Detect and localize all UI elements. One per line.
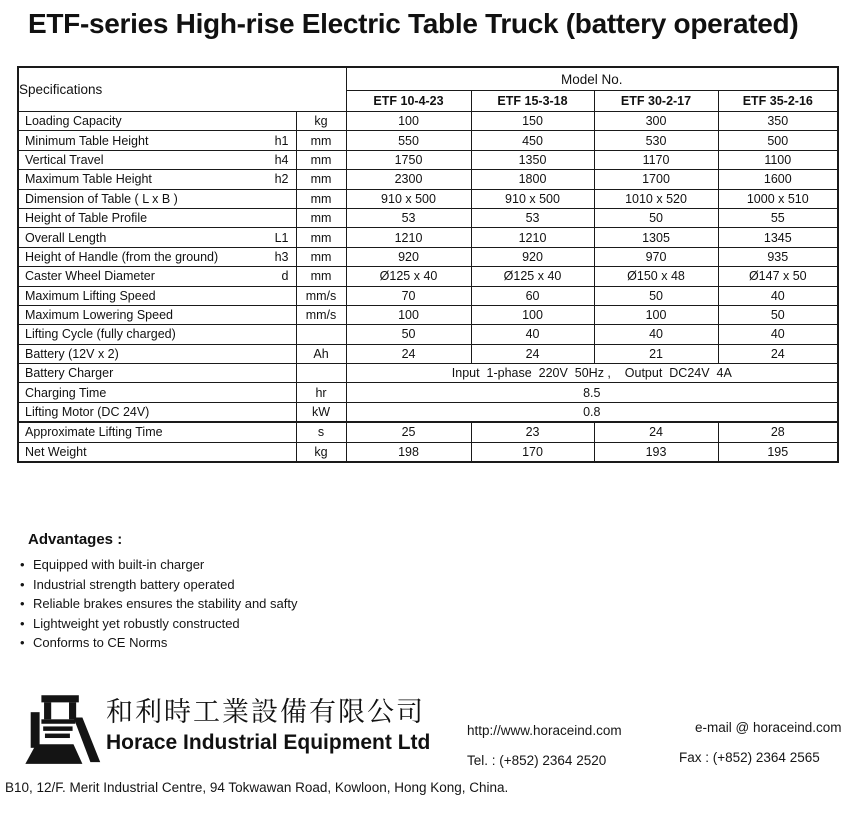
table-header-row xyxy=(18,67,838,91)
spec-label: Approximate Lifting Time xyxy=(25,425,163,440)
spec-value: 40 xyxy=(718,325,838,344)
spec-unit: mm xyxy=(296,150,346,169)
spec-value: 100 xyxy=(346,112,471,131)
spec-unit: mm xyxy=(296,228,346,247)
spec-value: 450 xyxy=(471,131,594,150)
spec-value: Ø150 x 48 xyxy=(594,267,718,286)
spec-value: 24 xyxy=(346,344,471,363)
spec-label-cell xyxy=(18,402,296,422)
spec-row xyxy=(18,267,838,286)
spec-row xyxy=(18,150,838,169)
spec-unit: mm xyxy=(296,267,346,286)
spec-value: 24 xyxy=(718,344,838,363)
spec-unit: kW xyxy=(296,402,346,422)
spec-value: 100 xyxy=(594,305,718,324)
spec-value: Ø125 x 40 xyxy=(471,267,594,286)
spec-value: 100 xyxy=(471,305,594,324)
spec-unit: s xyxy=(296,422,346,442)
spec-row xyxy=(18,325,838,344)
email-address: e-mail @ horaceind.com xyxy=(695,720,842,735)
spec-value: 1350 xyxy=(471,150,594,169)
spec-label: Dimension of Table ( L x B ) xyxy=(25,191,178,206)
model-name: ETF 30-2-17 xyxy=(594,91,718,112)
spec-label-cell xyxy=(18,208,296,227)
spec-row xyxy=(18,112,838,131)
spec-value: 195 xyxy=(718,442,838,462)
page-title: ETF-series High-rise Electric Table Truck (battery operated) xyxy=(28,8,799,39)
spec-label-cell xyxy=(18,422,296,442)
spec-label-cell xyxy=(18,383,296,402)
advantage-item: • Lightweight yet robustly constructed xyxy=(20,614,297,634)
telephone-number: Tel. : (+852) 2364 2520 xyxy=(467,753,607,768)
spec-value: 1210 xyxy=(471,228,594,247)
model-name: ETF 10-4-23 xyxy=(346,91,471,112)
spec-value: 910 x 500 xyxy=(471,189,594,208)
spec-value: 198 xyxy=(346,442,471,462)
spec-unit: mm xyxy=(296,208,346,227)
spec-value: 530 xyxy=(594,131,718,150)
spec-label: Charging Time xyxy=(25,385,107,400)
spec-value: 1700 xyxy=(594,170,718,189)
spec-label: Maximum Lifting Speed xyxy=(25,288,156,303)
spec-unit: mm/s xyxy=(296,286,346,305)
spec-label: Overall Length xyxy=(25,230,107,245)
spec-row xyxy=(18,170,838,189)
spec-row xyxy=(18,442,838,462)
spec-row xyxy=(18,422,838,442)
spec-label: Lifting Cycle (fully charged) xyxy=(25,327,176,342)
spec-value: 50 xyxy=(718,305,838,324)
spec-value: 170 xyxy=(471,442,594,462)
spec-value-span: 8.5 xyxy=(346,383,838,402)
spec-unit: mm xyxy=(296,247,346,266)
company-name-chinese: 和利時工業設備有限公司 xyxy=(106,697,425,727)
spec-value: 910 x 500 xyxy=(346,189,471,208)
spec-value: 50 xyxy=(346,325,471,344)
spec-unit xyxy=(296,364,346,383)
spec-label: Caster Wheel Diameter xyxy=(25,269,155,284)
spec-value: 150 xyxy=(471,112,594,131)
spec-row xyxy=(18,208,838,227)
company-name-english: Horace Industrial Equipment Ltd xyxy=(106,731,431,754)
spec-label-cell xyxy=(18,228,296,247)
spec-value: 920 xyxy=(471,247,594,266)
spec-value: 25 xyxy=(346,422,471,442)
company-address: B10, 12/F. Merit Industrial Centre, 94 Tokwawan Road, Kowloon, Hong Kong, China. xyxy=(5,780,509,795)
spec-symbol: d xyxy=(281,269,289,284)
spec-label-cell xyxy=(18,305,296,324)
model-no-header: Model No. xyxy=(346,67,838,91)
spec-value: 1750 xyxy=(346,150,471,169)
spec-value: 1010 x 520 xyxy=(594,189,718,208)
spec-value: 2300 xyxy=(346,170,471,189)
spec-value-span: Input 1-phase 220V 50Hz , Output DC24V 4A xyxy=(346,364,838,383)
advantages-heading: Advantages : xyxy=(28,531,123,548)
spec-value: 920 xyxy=(346,247,471,266)
spec-value: 55 xyxy=(718,208,838,227)
specifications-header: Specifications xyxy=(18,67,346,112)
spec-symbol: h1 xyxy=(274,133,289,148)
spec-value: 1800 xyxy=(471,170,594,189)
website-url: http://www.horaceind.com xyxy=(467,723,622,738)
spec-label: Maximum Table Height xyxy=(25,172,152,187)
spec-value: 60 xyxy=(471,286,594,305)
spec-unit: hr xyxy=(296,383,346,402)
spec-value: 70 xyxy=(346,286,471,305)
spec-value: 1600 xyxy=(718,170,838,189)
spec-row xyxy=(18,344,838,363)
spec-value: 1210 xyxy=(346,228,471,247)
advantages-list xyxy=(20,555,297,653)
spec-unit: mm xyxy=(296,131,346,150)
spec-label: Loading Capacity xyxy=(25,114,122,129)
spec-label-cell xyxy=(18,112,296,131)
spec-value: 53 xyxy=(346,208,471,227)
spec-value: 40 xyxy=(594,325,718,344)
spec-value: 500 xyxy=(718,131,838,150)
spec-value: 193 xyxy=(594,442,718,462)
spec-unit xyxy=(296,325,346,344)
spec-label-cell xyxy=(18,247,296,266)
spec-label-cell xyxy=(18,364,296,383)
spec-value-span: 0.8 xyxy=(346,402,838,422)
spec-label: Battery Charger xyxy=(25,366,114,381)
spec-unit: mm/s xyxy=(296,305,346,324)
spec-row xyxy=(18,286,838,305)
spec-value: 1305 xyxy=(594,228,718,247)
spec-value: 40 xyxy=(718,286,838,305)
spec-value: 1100 xyxy=(718,150,838,169)
spec-value: 970 xyxy=(594,247,718,266)
spec-label-cell xyxy=(18,150,296,169)
spec-unit: kg xyxy=(296,442,346,462)
spec-label-cell xyxy=(18,189,296,208)
spec-value: 100 xyxy=(346,305,471,324)
spec-value: 1345 xyxy=(718,228,838,247)
spec-label: Net Weight xyxy=(25,444,87,459)
spec-label: Battery (12V x 2) xyxy=(25,346,119,361)
spec-label: Height of Handle (from the ground) xyxy=(25,249,219,264)
spec-row xyxy=(18,189,838,208)
spec-label-cell xyxy=(18,267,296,286)
spec-row xyxy=(18,305,838,324)
fax-number: Fax : (+852) 2364 2565 xyxy=(679,750,820,765)
spec-label: Vertical Travel xyxy=(25,152,104,167)
advantage-item: • Equipped with built-in charger xyxy=(20,555,297,575)
spec-value: Ø147 x 50 xyxy=(718,267,838,286)
spec-unit: Ah xyxy=(296,344,346,363)
spec-unit: mm xyxy=(296,170,346,189)
spec-symbol: h3 xyxy=(274,249,289,264)
spec-label-cell xyxy=(18,170,296,189)
spec-label-cell xyxy=(18,286,296,305)
spec-label: Height of Table Profile xyxy=(25,211,148,226)
spec-label-cell xyxy=(18,325,296,344)
spec-symbol: L1 xyxy=(274,230,289,245)
spec-symbol: h2 xyxy=(274,172,289,187)
spec-label-cell xyxy=(18,344,296,363)
spec-value: 24 xyxy=(471,344,594,363)
spec-label-cell xyxy=(18,442,296,462)
spec-row xyxy=(18,131,838,150)
spec-value: 23 xyxy=(471,422,594,442)
advantage-item: • Industrial strength battery operated xyxy=(20,575,297,595)
model-name: ETF 35-2-16 xyxy=(718,91,838,112)
spec-value: 53 xyxy=(471,208,594,227)
spec-row xyxy=(18,402,838,422)
spec-value: 1000 x 510 xyxy=(718,189,838,208)
spec-label: Minimum Table Height xyxy=(25,133,149,148)
spec-label-cell xyxy=(18,131,296,150)
spec-value: 40 xyxy=(471,325,594,344)
spec-value: 21 xyxy=(594,344,718,363)
advantages-section xyxy=(20,531,297,653)
spec-row xyxy=(18,383,838,402)
spec-value: 50 xyxy=(594,208,718,227)
spec-value: 300 xyxy=(594,112,718,131)
advantage-item: • Reliable brakes ensures the stability and safty xyxy=(20,594,297,614)
spec-label: Maximum Lowering Speed xyxy=(25,308,173,323)
spec-unit: mm xyxy=(296,189,346,208)
spec-value: 350 xyxy=(718,112,838,131)
spec-value: 28 xyxy=(718,422,838,442)
spec-table xyxy=(17,66,839,463)
spec-value: 24 xyxy=(594,422,718,442)
spec-symbol: h4 xyxy=(274,152,289,167)
spec-value: 50 xyxy=(594,286,718,305)
spec-row xyxy=(18,247,838,266)
spec-label: Lifting Motor (DC 24V) xyxy=(25,405,150,420)
horace-lift-truck-logo-icon xyxy=(20,691,102,769)
spec-row xyxy=(18,364,838,383)
spec-value: Ø125 x 40 xyxy=(346,267,471,286)
advantage-item: • Conforms to CE Norms xyxy=(20,633,297,653)
spec-row xyxy=(18,228,838,247)
spec-value: 1170 xyxy=(594,150,718,169)
spec-unit: kg xyxy=(296,112,346,131)
model-name: ETF 15-3-18 xyxy=(471,91,594,112)
spec-value: 935 xyxy=(718,247,838,266)
spec-value: 550 xyxy=(346,131,471,150)
